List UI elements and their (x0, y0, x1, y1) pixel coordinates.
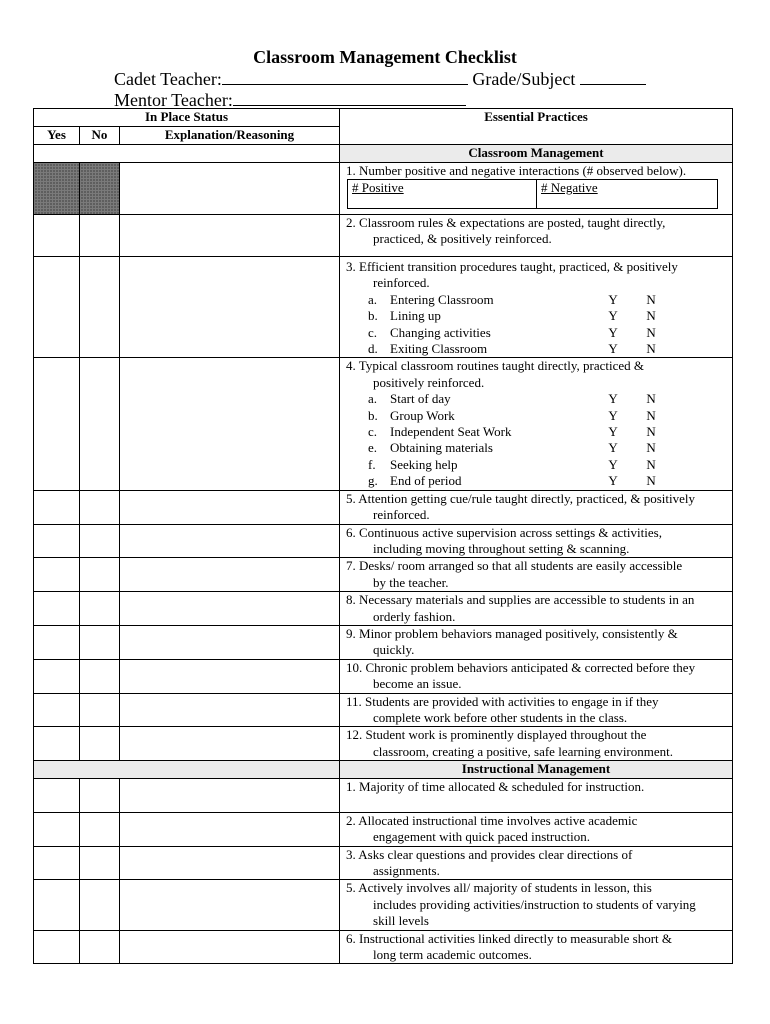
yes-cell[interactable] (34, 659, 80, 693)
sub-item: a. Start of day Y N (346, 391, 728, 407)
sub-item: a. Entering Classroom Y N (346, 292, 728, 308)
no-cell[interactable] (80, 592, 120, 626)
yes-option[interactable]: Y (608, 291, 618, 307)
negative-count-field[interactable] (537, 180, 718, 209)
cadet-teacher-label: Cadet Teacher: (114, 69, 222, 89)
practice-item-8: 8. Necessary materials and supplies are accessible to students in an orderly fashion. (340, 592, 733, 626)
practice-item-10: 10. Chronic problem behaviors anticipated & corrected before they become an issue. (340, 659, 733, 693)
practice-item-2 (340, 215, 733, 257)
sub-item: b. Lining up Y N (346, 308, 728, 324)
sub-item: d. Exiting Classroom Y N (346, 341, 728, 357)
no-cell[interactable] (80, 524, 120, 558)
practice-item-1 (340, 163, 733, 215)
sub-item: e. Obtaining materials Y N (346, 440, 728, 456)
grade-subject-field[interactable] (580, 69, 646, 85)
yes-option[interactable]: Y (608, 324, 618, 340)
explanation-cell[interactable] (120, 358, 340, 490)
instructional-management-title: Instructional Management (340, 761, 733, 778)
instruction-item-6: 6. Instructional activities linked directly to measurable short & long term academic outcomes. (340, 930, 733, 964)
yes-cell[interactable] (34, 693, 80, 727)
no-option[interactable]: N (646, 424, 656, 440)
no-option[interactable]: N (646, 407, 656, 423)
instruction-item-5: 5. Actively involves all/ majority of students in lesson, this includes providing activities/instruction to students of varying skill levels (340, 880, 733, 930)
item-text: practiced, & positively reinforced. (373, 231, 552, 247)
practice-item-4 (340, 358, 733, 490)
instruction-item-1: 1. Majority of time allocated & scheduled for instruction. (340, 778, 733, 812)
mentor-teacher-field[interactable] (233, 90, 466, 106)
no-cell[interactable] (80, 693, 120, 727)
classroom-management-title: Classroom Management (340, 145, 733, 163)
sub-item: c. Changing activities Y N (346, 325, 728, 341)
no-cell[interactable] (80, 358, 120, 490)
no-cell[interactable] (80, 778, 120, 812)
yes-option[interactable]: Y (608, 341, 618, 357)
section-spacer (34, 761, 340, 778)
grade-subject-label: Grade/Subject (472, 69, 576, 89)
cadet-teacher-line (114, 69, 646, 90)
explanation-cell[interactable] (120, 215, 340, 257)
yes-cell[interactable] (34, 846, 80, 880)
item-text: positively reinforced. (373, 374, 485, 390)
explanation-cell[interactable] (120, 727, 340, 761)
yes-option[interactable]: Y (608, 456, 618, 472)
no-cell[interactable] (80, 558, 120, 592)
yes-header: Yes (34, 127, 80, 145)
no-cell[interactable] (80, 215, 120, 257)
section-spacer (34, 145, 340, 163)
checklist-table (33, 108, 733, 964)
explanation-cell[interactable] (120, 592, 340, 626)
yes-cell[interactable] (34, 215, 80, 257)
no-cell[interactable] (80, 930, 120, 964)
sub-item: b. Group Work Y N (346, 408, 728, 424)
no-cell[interactable] (80, 812, 120, 846)
yes-cell[interactable] (34, 930, 80, 964)
instruction-item-2: 2. Allocated instructional time involves active academic engagement with quick paced instruction. (340, 812, 733, 846)
explanation-cell[interactable] (120, 880, 340, 930)
explanation-cell[interactable] (120, 257, 340, 358)
explanation-cell[interactable] (120, 778, 340, 812)
no-cell[interactable] (80, 880, 120, 930)
mentor-teacher-label: Mentor Teacher: (114, 90, 233, 110)
yes-cell[interactable] (34, 625, 80, 659)
yes-cell[interactable] (34, 358, 80, 490)
explanation-cell[interactable] (120, 846, 340, 880)
no-option[interactable]: N (646, 308, 656, 324)
no-cell[interactable] (80, 257, 120, 358)
practice-item-7: 7. Desks/ room arranged so that all students are easily accessible by the teacher. (340, 558, 733, 592)
explanation-cell[interactable] (120, 163, 340, 215)
yes-option[interactable]: Y (608, 308, 618, 324)
item-text: 4. Typical classroom routines taught directly, practiced & (346, 358, 645, 374)
yes-option[interactable]: Y (608, 424, 618, 440)
no-option[interactable]: N (646, 456, 656, 472)
yes-cell[interactable] (34, 880, 80, 930)
explanation-cell[interactable] (120, 812, 340, 846)
no-option[interactable]: N (646, 440, 656, 456)
explanation-cell[interactable] (120, 490, 340, 524)
no-option[interactable]: N (646, 391, 656, 407)
explanation-header: Explanation/Reasoning (120, 127, 340, 145)
sub-item: f. Seeking help Y N (346, 457, 728, 473)
practice-item-12: 12. Student work is prominently displayed throughout the classroom, creating a positive, safe learning environment. (340, 727, 733, 761)
yes-cell-shaded (34, 163, 80, 215)
yes-cell[interactable] (34, 257, 80, 358)
sub-item: c. Independent Seat Work Y N (346, 424, 728, 440)
yes-option[interactable]: Y (608, 407, 618, 423)
no-cell-shaded (80, 163, 120, 215)
status-header: In Place Status (34, 109, 340, 127)
explanation-cell[interactable] (120, 659, 340, 693)
yes-cell[interactable] (34, 558, 80, 592)
yes-option[interactable]: Y (608, 473, 618, 489)
positive-label: # Positive (352, 180, 404, 196)
no-cell[interactable] (80, 727, 120, 761)
item-text: 1. Number positive and negative interactions (# observed below). (346, 163, 687, 178)
explanation-cell[interactable] (120, 693, 340, 727)
yes-option[interactable]: Y (608, 440, 618, 456)
item-text: 2. Classroom rules & expectations are posted, taught directly, (346, 215, 666, 230)
no-option[interactable]: N (646, 324, 656, 340)
no-cell[interactable] (80, 625, 120, 659)
no-cell[interactable] (80, 490, 120, 524)
practices-header: Essential Practices (340, 109, 733, 145)
practice-item-6: 6. Continuous active supervision across settings & activities, including moving throughout setting & scanning. (340, 524, 733, 558)
practice-item-11: 11. Students are provided with activities to engage in if they complete work before other students in the class. (340, 693, 733, 727)
positive-negative-box (347, 179, 718, 209)
practice-item-9: 9. Minor problem behaviors managed positively, consistently & quickly. (340, 625, 733, 659)
yes-cell[interactable] (34, 592, 80, 626)
positive-count-field[interactable] (348, 180, 537, 209)
yes-cell[interactable] (34, 490, 80, 524)
practice-item-3 (340, 257, 733, 358)
negative-label: # Negative (541, 180, 598, 196)
no-option[interactable]: N (646, 473, 656, 489)
explanation-cell[interactable] (120, 524, 340, 558)
yes-option[interactable]: Y (608, 391, 618, 407)
practice-item-5: 5. Attention getting cue/rule taught directly, practiced, & positively reinforced. (340, 490, 733, 524)
instruction-item-3: 3. Asks clear questions and provides clear directions of assignments. (340, 846, 733, 880)
item-text: 3. Efficient transition procedures taught, practiced, & positively (346, 259, 678, 274)
no-option[interactable]: N (646, 291, 656, 307)
yes-cell[interactable] (34, 727, 80, 761)
sub-item: g. End of period Y N (346, 473, 728, 489)
item-text: reinforced. (373, 275, 430, 291)
yes-cell[interactable] (34, 524, 80, 558)
page-title: Classroom Management Checklist (253, 47, 517, 67)
no-cell[interactable] (80, 659, 120, 693)
explanation-cell[interactable] (120, 625, 340, 659)
yes-cell[interactable] (34, 778, 80, 812)
yes-cell[interactable] (34, 812, 80, 846)
explanation-cell[interactable] (120, 930, 340, 964)
no-option[interactable]: N (646, 341, 656, 357)
explanation-cell[interactable] (120, 558, 340, 592)
cadet-teacher-field[interactable] (222, 69, 468, 85)
no-cell[interactable] (80, 846, 120, 880)
no-header: No (80, 127, 120, 145)
